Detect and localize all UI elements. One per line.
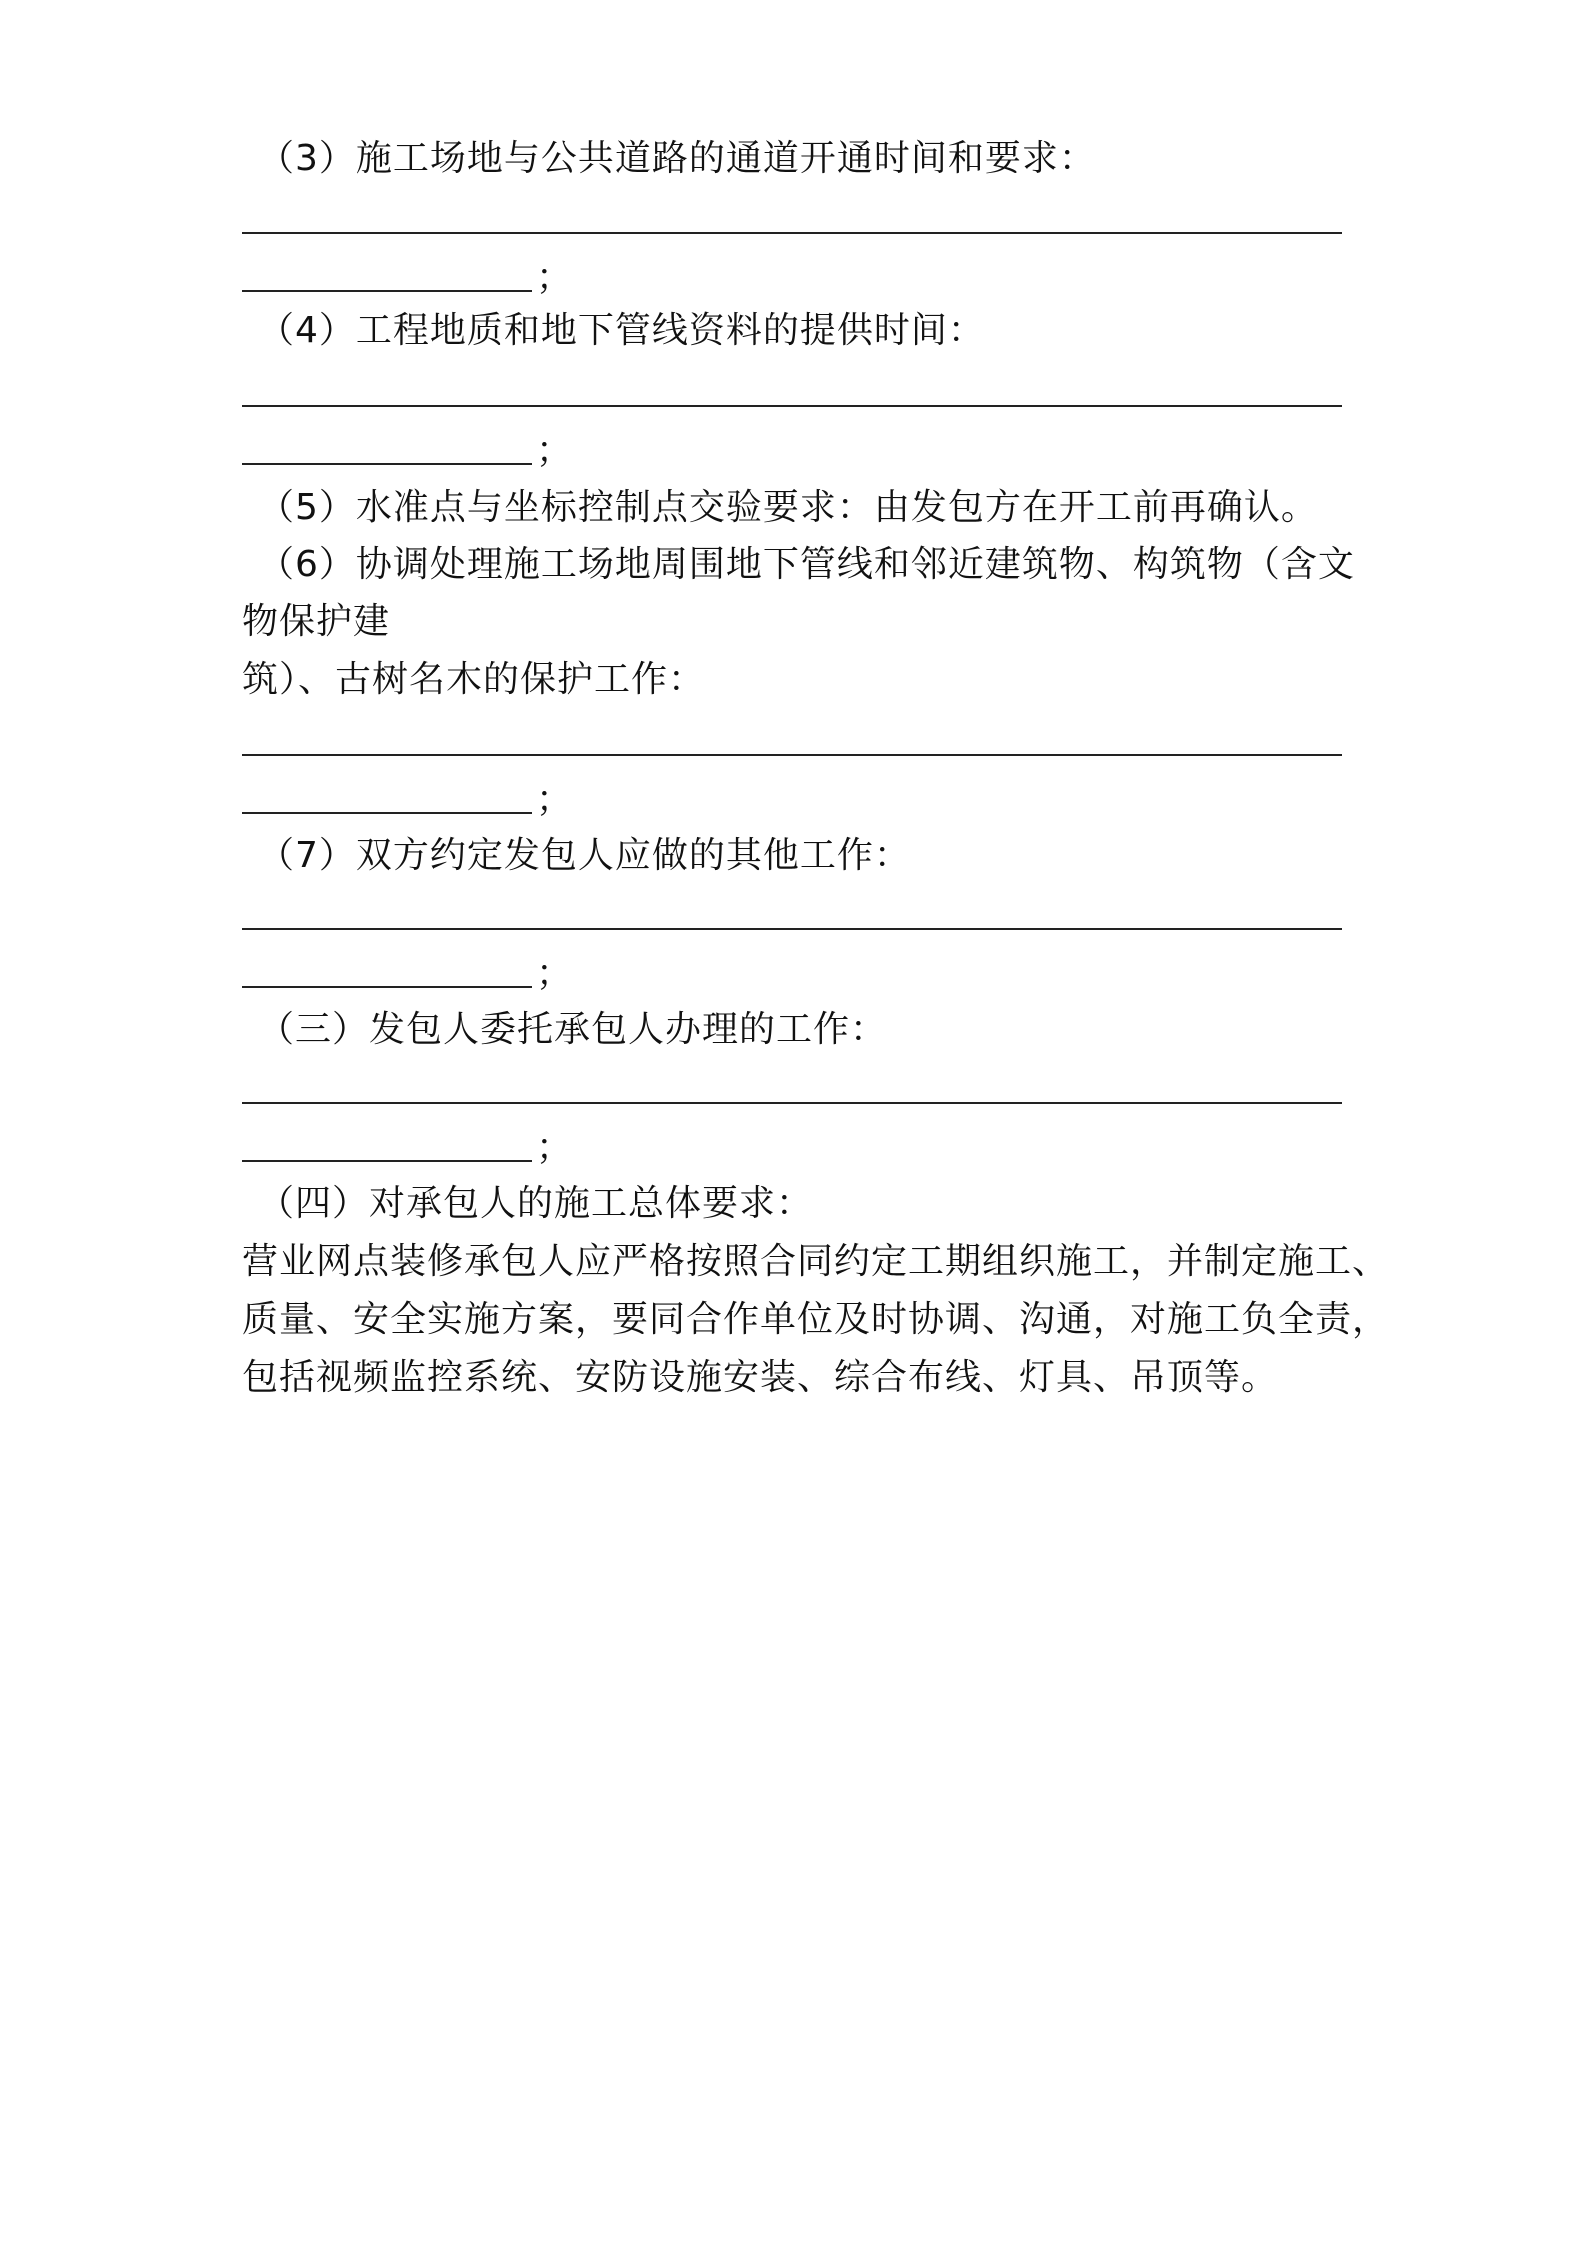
item-6-line-2: 物保护建 — [242, 601, 391, 642]
blank-underline[interactable] — [242, 463, 532, 465]
blank-underline[interactable] — [242, 290, 532, 292]
requirements-paragraph-line-3: 包括视频监控系统、安防设施安装、综合布线、灯具、吊顶等。 — [242, 1357, 1279, 1398]
item-5-label: （5）水准点与坐标控制点交验要求：由发包方在开工前再确认。 — [258, 487, 1318, 528]
fill-in-blank-short[interactable] — [242, 1126, 572, 1170]
fill-in-blank-short[interactable] — [242, 256, 572, 300]
semicolon: ； — [536, 779, 573, 820]
fill-in-blank-line[interactable] — [242, 928, 1342, 930]
fill-in-blank-line[interactable] — [242, 1102, 1342, 1104]
fill-in-blank-short[interactable] — [242, 429, 572, 473]
item-6-line-1: （6）协调处理施工场地周围地下管线和邻近建筑物、构筑物（含文 — [258, 544, 1355, 585]
blank-underline[interactable] — [242, 812, 532, 814]
semicolon: ； — [536, 1127, 573, 1168]
fill-in-blank-line[interactable] — [242, 754, 1342, 756]
item-3-label: （3）施工场地与公共道路的通道开通时间和要求： — [258, 138, 1096, 179]
section-4-label: （四）对承包人的施工总体要求： — [258, 1183, 814, 1224]
fill-in-blank-short[interactable] — [242, 778, 572, 822]
semicolon: ； — [536, 430, 573, 471]
item-7-label: （7）双方约定发包人应做的其他工作： — [258, 835, 911, 876]
fill-in-blank-line[interactable] — [242, 232, 1342, 234]
fill-in-blank-line[interactable] — [242, 405, 1342, 407]
section-3-label: （三）发包人委托承包人办理的工作： — [258, 1009, 888, 1050]
fill-in-blank-short[interactable] — [242, 952, 572, 996]
requirements-paragraph-line-2: 质量、安全实施方案，要同合作单位及时协调、沟通，对施工负全责， — [242, 1299, 1390, 1340]
semicolon: ； — [536, 257, 573, 298]
semicolon: ； — [536, 953, 573, 994]
item-6-line-3: 筑）、古树名木的保护工作： — [242, 659, 706, 700]
blank-underline[interactable] — [242, 986, 532, 988]
requirements-paragraph-line-1: 营业网点装修承包人应严格按照合同约定工期组织施工，并制定施工、 — [242, 1241, 1390, 1282]
item-4-label: （4）工程地质和地下管线资料的提供时间： — [258, 310, 985, 351]
blank-underline[interactable] — [242, 1160, 532, 1162]
